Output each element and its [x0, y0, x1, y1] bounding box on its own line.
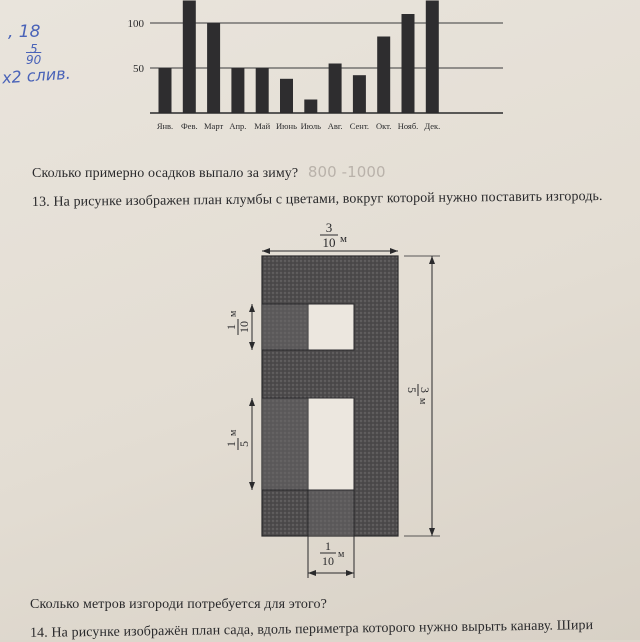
x-tick-label: Фев. [180, 121, 198, 131]
bottom-arrow-right [346, 570, 354, 576]
left2-numerator: 1 [224, 441, 238, 447]
x-tick-label: Дек. [424, 121, 441, 131]
bar-5 [256, 68, 269, 113]
left1-denominator: 10 [237, 321, 251, 333]
question-13-prompt: Сколько метров изгороди потребуется для этого? [30, 597, 327, 612]
x-tick-label: Янв. [156, 121, 174, 131]
question-12-text: Сколько примерно осадков выпало за зиму? [32, 166, 299, 181]
chart-bars [159, 1, 439, 114]
bottom-numerator: 1 [325, 539, 331, 553]
x-tick-label: Нояб. [397, 121, 419, 131]
x-tick-label: Июнь [276, 121, 297, 131]
x-tick-label: Июль [300, 121, 322, 131]
margin-note-line3: 90 [26, 53, 42, 67]
bar-1 [159, 68, 172, 113]
bar-8 [329, 64, 342, 114]
right-label [405, 384, 432, 405]
x-tick-label: Май [254, 121, 271, 131]
bottom-denominator: 10 [322, 554, 334, 568]
lower-cutout [308, 398, 354, 490]
left-label-1 [224, 310, 251, 335]
right-unit: м [417, 398, 428, 405]
left1-arrow-bottom [249, 342, 255, 350]
left1-arrow-top [249, 304, 255, 312]
left-label-2 [224, 429, 251, 450]
x-tick-labels [157, 121, 440, 131]
question-13-text: 13. На рисунке изображен план клумбы с цветами, вокруг которой нужно поставить изгородь. [31, 189, 603, 210]
margin-note-line4: х2 слив. [1, 63, 72, 88]
question-12-winter [32, 163, 386, 182]
right-arrow-bottom [429, 528, 435, 536]
bottom-arrow-left [308, 570, 316, 576]
upper-cutout [308, 304, 354, 350]
bar-11 [402, 14, 415, 113]
bottom-unit: м [338, 549, 345, 560]
precipitation-bar-chart [0, 0, 640, 140]
y-tick-labels [128, 18, 145, 75]
top-arrow-right [390, 248, 398, 254]
bar-12 [426, 1, 439, 114]
y-tick-label: 100 [127, 18, 144, 30]
flower-bed-plan [200, 215, 460, 585]
left1-numerator: 1 [224, 324, 238, 330]
top-width-unit: м [340, 233, 347, 245]
right-denominator: 5 [405, 387, 419, 393]
bar-3 [207, 23, 220, 113]
margin-note-line2: 5 [30, 42, 38, 56]
pencil-answer: 800 -1000 [307, 163, 386, 181]
left1-unit: м [228, 310, 239, 317]
bottom-strip [308, 490, 354, 536]
right-arrow-top [429, 256, 435, 264]
bar-6 [280, 79, 293, 113]
bar-2 [183, 1, 196, 114]
left2-denominator: 5 [237, 441, 251, 447]
chart-gridlines [150, 23, 503, 68]
x-tick-label: Март [204, 121, 224, 131]
x-tick-label: Сент. [349, 121, 370, 131]
bar-7 [304, 100, 317, 114]
left2-unit: м [228, 429, 239, 436]
x-tick-label: Авг. [327, 121, 343, 131]
left-strip-upper [262, 304, 308, 350]
top-width-denominator: 10 [322, 235, 336, 250]
bar-9 [353, 75, 366, 113]
x-tick-label: Окт. [376, 121, 392, 131]
left2-arrow-bottom [249, 482, 255, 490]
x-tick-label: Апр. [229, 121, 247, 131]
right-numerator: 3 [418, 387, 432, 393]
bar-10 [377, 37, 390, 114]
margin-note-line1: , 18 [8, 22, 41, 42]
top-width-numerator: 3 [325, 220, 333, 235]
bar-4 [231, 68, 244, 113]
top-arrow-left [262, 248, 270, 254]
left-strip-lower [262, 398, 308, 490]
left2-arrow-top [249, 398, 255, 406]
question-14-text: 14. На рисунке изображён план сада, вдоль периметра которого нужно вырыть канаву. Шири [29, 618, 594, 641]
y-tick-label: 50 [133, 63, 144, 75]
